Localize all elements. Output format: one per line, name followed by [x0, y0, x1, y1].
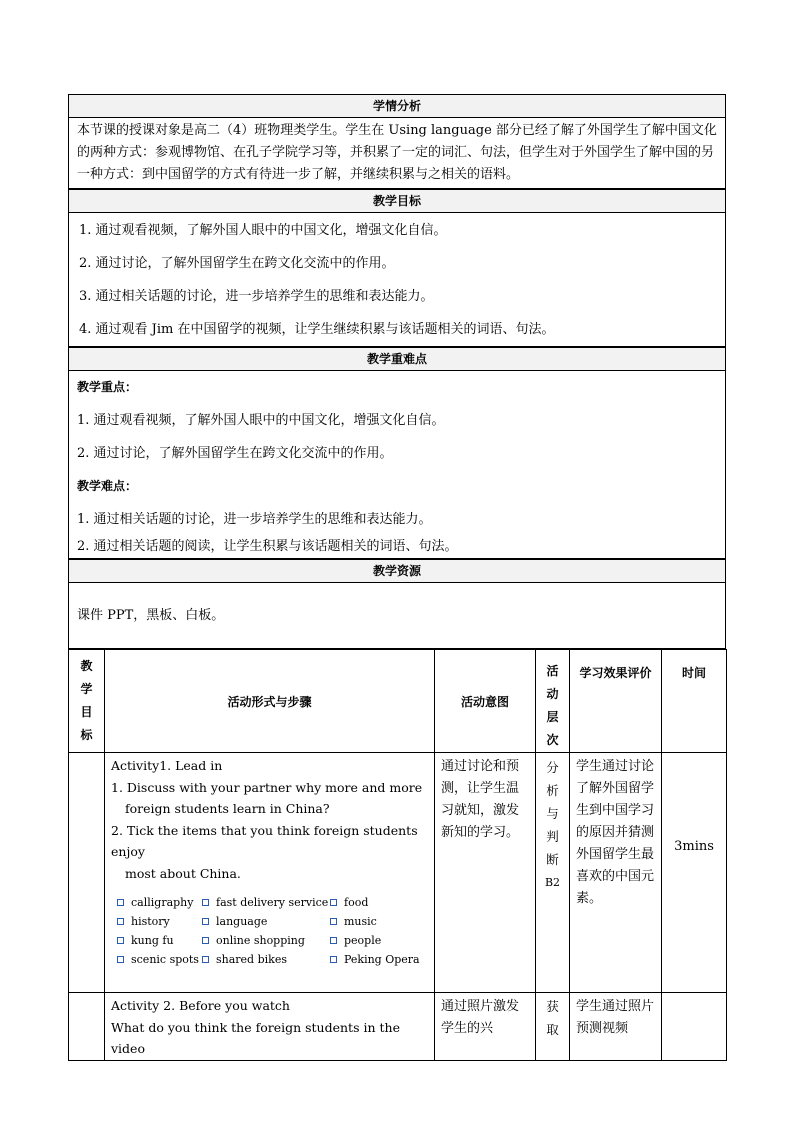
key-points-heading: 教学重难点 [69, 348, 725, 371]
checklist-label: language [216, 915, 268, 928]
level-cell [536, 753, 570, 993]
checklist-item[interactable] [330, 953, 430, 966]
intent-cell: 通过照片激发学生的兴 [435, 993, 536, 1061]
focus-title: 教学重点： [77, 380, 138, 394]
checklist-label: people [344, 934, 382, 947]
checkbox-icon[interactable] [117, 956, 124, 963]
objective-cell [69, 753, 105, 993]
activity-table-header [69, 650, 727, 753]
tick-checklist [117, 896, 434, 966]
level-code: B2 [544, 876, 561, 889]
activity-step: What do you think the foreign students in the video [111, 1019, 400, 1056]
checklist-item[interactable] [330, 896, 430, 909]
col-level-char: 动 [546, 687, 559, 701]
resources-heading: 教学资源 [69, 560, 725, 583]
checklist-label: shared bikes [216, 953, 287, 966]
col-level-char: 活 [546, 664, 559, 678]
lesson-plan-sheet [68, 94, 726, 1061]
checklist-label: kung fu [131, 934, 174, 947]
difficulty-item: 2. 通过相关话题的阅读，让学生积累与该话题相关的词语、句法。 [77, 539, 458, 554]
checklist-item[interactable] [117, 896, 202, 909]
checkbox-icon[interactable] [330, 937, 337, 944]
col-level-header [536, 650, 570, 753]
objective-item: 3. 通过相关话题的讨论，进一步培养学生的思维和表达能力。 [79, 289, 434, 304]
checkbox-icon[interactable] [202, 937, 209, 944]
situation-text: 本节课的授课对象是高二（4）班物理类学生。学生在 Using language 部分已经了解了外国学生了解中国文化的两种方式：参观博物馆、在孔子学院学习等，并积累了一定的词汇、句法，但学生对于外国学生了解中国的另一种方式：到中国留学的方式有待进一步了解，并继续积累与之相关的语料。 [69, 118, 725, 189]
checklist-label: history [131, 915, 170, 928]
situation-section [68, 94, 726, 189]
checklist-item[interactable] [202, 934, 330, 947]
key-points-body [69, 371, 725, 559]
checklist-item[interactable] [117, 934, 202, 947]
checklist-label: fast delivery service [216, 896, 329, 909]
level-char: 断 [546, 852, 559, 867]
checkbox-icon[interactable] [117, 918, 124, 925]
checkbox-icon[interactable] [330, 956, 337, 963]
checklist-label: food [344, 896, 369, 909]
checkbox-icon[interactable] [330, 899, 337, 906]
col-level-char: 次 [546, 733, 559, 747]
checklist-item[interactable] [330, 915, 430, 928]
checkbox-icon[interactable] [330, 918, 337, 925]
key-points-section [68, 347, 726, 559]
col-eval-header: 学习效果评价 [570, 650, 662, 753]
activity-step: 1. Discuss with your partner why more and more [111, 779, 423, 795]
level-char: 判 [546, 829, 559, 844]
checkbox-icon[interactable] [202, 899, 209, 906]
activity-table [68, 649, 727, 1061]
intent-cell: 通过讨论和预测，让学生温习就知，激发新知的学习。 [435, 753, 536, 993]
activity-step: most about China. [125, 865, 241, 881]
situation-heading: 学情分析 [69, 95, 725, 118]
objectives-section [68, 189, 726, 347]
col-objective-char: 标 [80, 728, 93, 742]
activity-row [69, 753, 727, 993]
col-objective-header [69, 650, 105, 753]
checkbox-icon[interactable] [117, 899, 124, 906]
level-char: 取 [546, 1022, 559, 1037]
col-time-header: 时间 [662, 650, 727, 753]
col-objective-char: 教 [80, 659, 93, 673]
time-cell [662, 993, 727, 1061]
time-cell: 3mins [662, 753, 727, 993]
checklist-label: calligraphy [131, 896, 194, 909]
objectives-heading: 教学目标 [69, 190, 725, 213]
steps-cell [105, 753, 435, 993]
objective-item: 2. 通过讨论，了解外国留学生在跨文化交流中的作用。 [79, 256, 395, 271]
level-char: 获 [546, 999, 559, 1014]
eval-cell: 学生通过照片预测视频 [570, 993, 662, 1061]
checklist-item[interactable] [117, 953, 202, 966]
difficulty-item: 1. 通过相关话题的讨论，进一步培养学生的思维和表达能力。 [77, 512, 432, 527]
checkbox-icon[interactable] [117, 937, 124, 944]
activity-title: Activity1. Lead in [111, 758, 223, 773]
checklist-item[interactable] [202, 953, 330, 966]
difficulty-title: 教学难点： [77, 479, 138, 493]
checklist-item[interactable] [117, 915, 202, 928]
checklist-item[interactable] [330, 934, 430, 947]
checklist-label: music [344, 915, 377, 928]
checklist-label: Peking Opera [344, 953, 420, 966]
checkbox-icon[interactable] [202, 918, 209, 925]
objective-item: 1. 通过观看视频，了解外国人眼中的中国文化，增强文化自信。 [79, 223, 447, 238]
col-steps-header: 活动形式与步骤 [105, 650, 435, 753]
level-char: 析 [546, 783, 559, 798]
steps-cell [105, 993, 435, 1061]
activity-row [69, 993, 727, 1061]
focus-item: 2. 通过讨论，了解外国留学生在跨文化交流中的作用。 [77, 446, 393, 461]
activity-title: Activity 2. Before you watch [111, 998, 290, 1013]
activity-step: foreign students learn in China? [125, 801, 330, 816]
activity-step: 2. Tick the items that you think foreign students enjoy [111, 822, 418, 859]
col-objective-char: 目 [80, 705, 93, 719]
checklist-item[interactable] [202, 896, 330, 909]
level-char: 与 [546, 806, 559, 821]
objectives-list [69, 213, 725, 347]
col-level-char: 层 [546, 710, 559, 724]
objective-cell [69, 993, 105, 1061]
col-intent-header: 活动意图 [435, 650, 536, 753]
checklist-label: scenic spots [131, 953, 199, 966]
resources-section [68, 559, 726, 649]
checklist-item[interactable] [202, 915, 330, 928]
resources-text: 课件 PPT，黑板、白板。 [69, 583, 725, 649]
checklist-label: online shopping [216, 934, 305, 947]
eval-cell: 学生通过讨论了解外国留学生到中国学习的原因并猜测外国留学生最喜欢的中国元素。 [570, 753, 662, 993]
objective-item: 4. 通过观看 Jim 在中国留学的视频，让学生继续积累与该话题相关的词语、句法。 [79, 322, 555, 337]
focus-item: 1. 通过观看视频，了解外国人眼中的中国文化，增强文化自信。 [77, 413, 445, 428]
col-objective-char: 学 [80, 682, 93, 696]
level-cell [536, 993, 570, 1061]
level-char: 分 [546, 760, 559, 775]
checkbox-icon[interactable] [202, 956, 209, 963]
